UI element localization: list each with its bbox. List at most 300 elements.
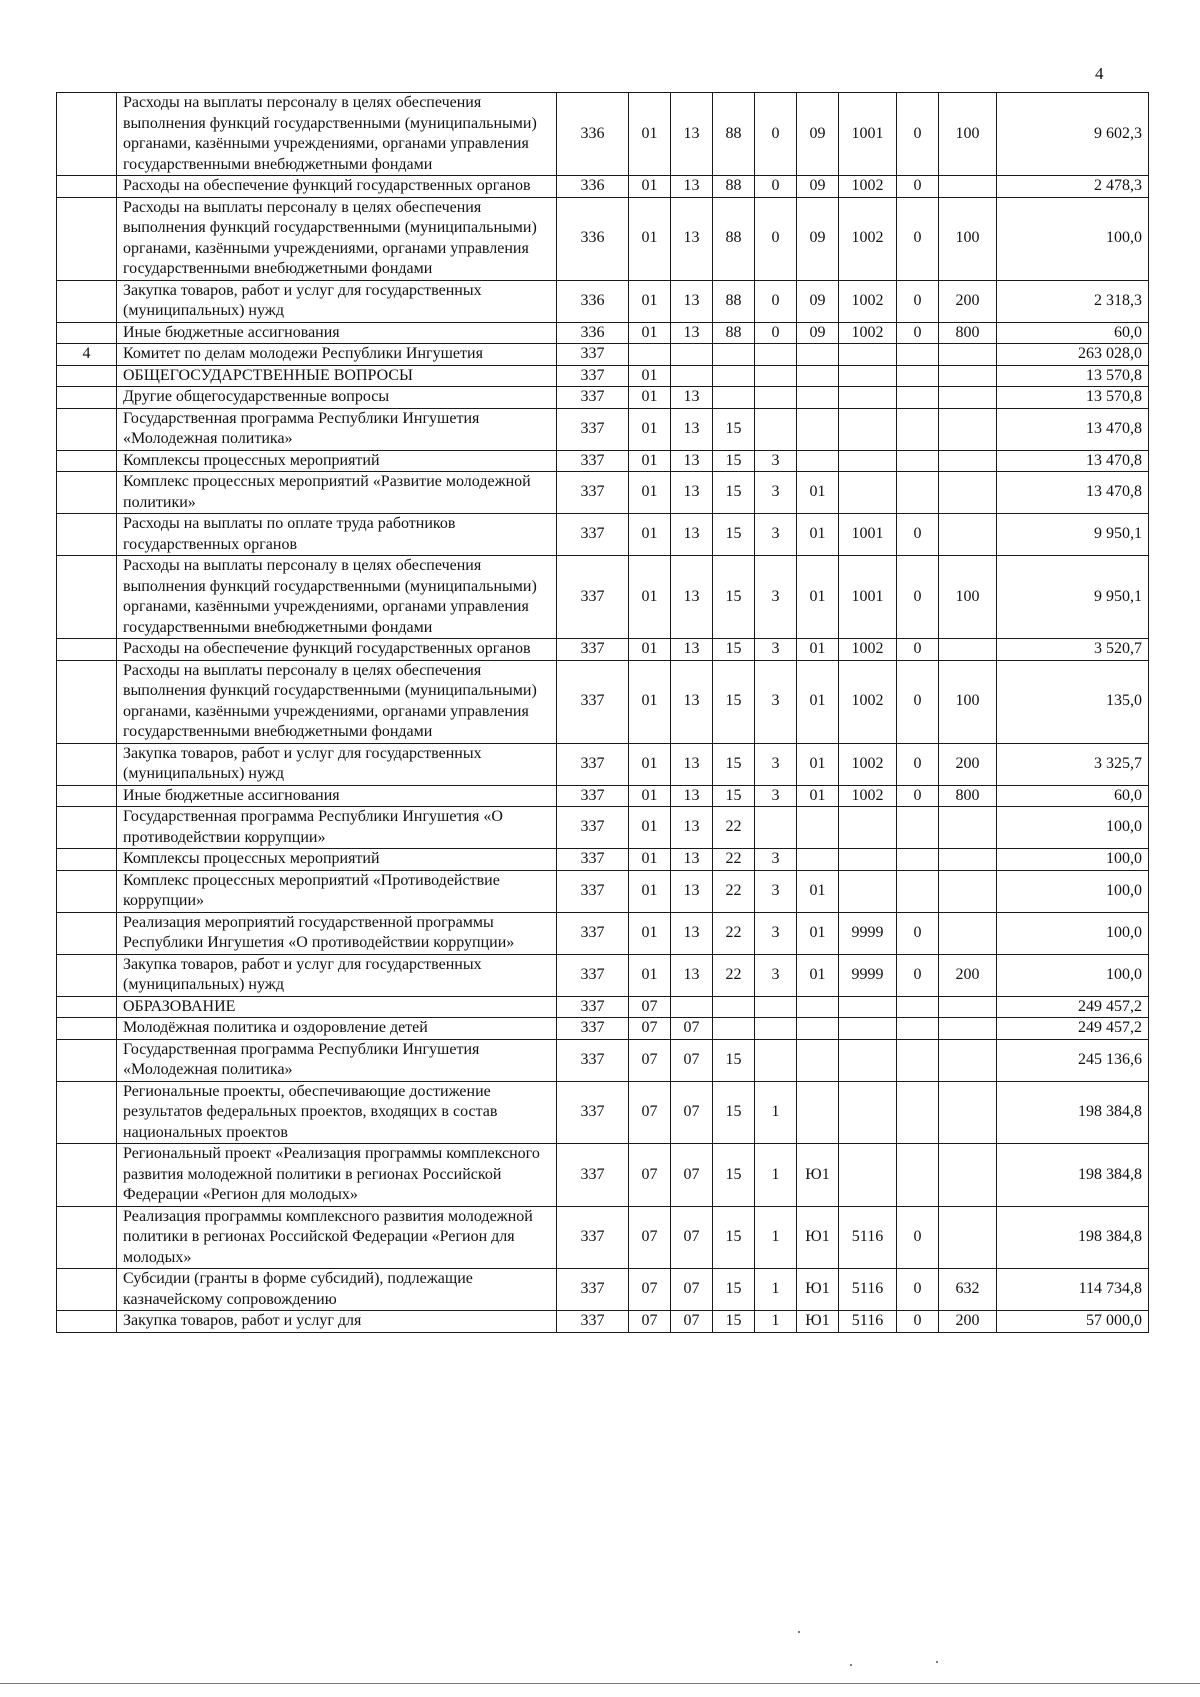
program-cell: 88 (713, 322, 755, 344)
table-row (57, 870, 1149, 912)
table-row (57, 912, 1149, 954)
amount-cell: 100,0 (997, 807, 1149, 849)
subprogram-type-cell (755, 807, 797, 849)
subdirection-cell: 0 (897, 93, 939, 176)
amount-cell: 9 602,3 (997, 93, 1149, 176)
row-number-cell (57, 556, 117, 639)
direction-cell: 9999 (839, 912, 897, 954)
subprogram-type-cell: 1 (755, 1311, 797, 1333)
subdirection-cell (897, 996, 939, 1018)
program-cell: 22 (713, 807, 755, 849)
subprogram-type-cell: 1 (755, 1144, 797, 1207)
admin-code-cell: 337 (557, 639, 629, 661)
event-cell: 01 (797, 954, 839, 996)
direction-cell (839, 1039, 897, 1081)
amount-cell: 263 028,0 (997, 344, 1149, 366)
direction-cell: 1002 (839, 197, 897, 280)
event-cell (797, 1039, 839, 1081)
program-cell: 15 (713, 1311, 755, 1333)
subprogram-type-cell: 3 (755, 870, 797, 912)
section-cell: 01 (629, 365, 671, 387)
amount-cell: 9 950,1 (997, 556, 1149, 639)
subsection-cell: 13 (671, 450, 713, 472)
subdirection-cell (897, 387, 939, 409)
description-cell: Другие общегосударственные вопросы (117, 387, 557, 409)
event-cell: 01 (797, 660, 839, 743)
direction-cell (839, 365, 897, 387)
expense-type-cell (939, 912, 997, 954)
section-cell: 07 (629, 1269, 671, 1311)
subsection-cell (671, 996, 713, 1018)
program-cell: 15 (713, 1269, 755, 1311)
admin-code-cell: 337 (557, 1311, 629, 1333)
table-row (57, 1018, 1149, 1040)
section-cell: 01 (629, 322, 671, 344)
section-cell: 07 (629, 1144, 671, 1207)
amount-cell: 135,0 (997, 660, 1149, 743)
admin-code-cell: 337 (557, 743, 629, 785)
subsection-cell: 13 (671, 472, 713, 514)
subdirection-cell (897, 1039, 939, 1081)
subprogram-type-cell: 3 (755, 660, 797, 743)
table-row (57, 1039, 1149, 1081)
direction-cell (839, 996, 897, 1018)
row-number-cell (57, 387, 117, 409)
description-cell: Реализация мероприятий государственной программы Республики Ингушетия «О противодействии коррупции» (117, 912, 557, 954)
section-cell: 01 (629, 954, 671, 996)
admin-code-cell: 337 (557, 660, 629, 743)
amount-cell: 13 470,8 (997, 408, 1149, 450)
direction-cell: 1002 (839, 660, 897, 743)
description-cell: ОБРАЗОВАНИЕ (117, 996, 557, 1018)
subsection-cell: 07 (671, 1269, 713, 1311)
description-cell: Расходы на обеспечение функций государственных органов (117, 639, 557, 661)
event-cell: 09 (797, 93, 839, 176)
subdirection-cell: 0 (897, 176, 939, 198)
subprogram-type-cell: 3 (755, 743, 797, 785)
table-row (57, 1144, 1149, 1207)
row-number-cell (57, 472, 117, 514)
subsection-cell: 13 (671, 93, 713, 176)
event-cell (797, 1081, 839, 1144)
subdirection-cell: 0 (897, 743, 939, 785)
subprogram-type-cell: 0 (755, 93, 797, 176)
subprogram-type-cell: 3 (755, 514, 797, 556)
subprogram-type-cell: 3 (755, 450, 797, 472)
table-row (57, 996, 1149, 1018)
admin-code-cell: 337 (557, 870, 629, 912)
table-row (57, 93, 1149, 176)
program-cell: 88 (713, 197, 755, 280)
subprogram-type-cell: 3 (755, 556, 797, 639)
event-cell: 01 (797, 912, 839, 954)
amount-cell: 13 570,8 (997, 387, 1149, 409)
program-cell (713, 344, 755, 366)
scan-speck (850, 1664, 852, 1666)
subdirection-cell: 0 (897, 556, 939, 639)
expense-type-cell (939, 365, 997, 387)
admin-code-cell: 337 (557, 1206, 629, 1269)
row-number-cell (57, 849, 117, 871)
direction-cell (839, 870, 897, 912)
section-cell: 01 (629, 387, 671, 409)
amount-cell: 198 384,8 (997, 1206, 1149, 1269)
table-row (57, 1081, 1149, 1144)
description-cell: Иные бюджетные ассигнования (117, 322, 557, 344)
row-number-cell (57, 514, 117, 556)
program-cell: 22 (713, 849, 755, 871)
subprogram-type-cell: 3 (755, 849, 797, 871)
subdirection-cell (897, 870, 939, 912)
section-cell: 01 (629, 197, 671, 280)
event-cell: 01 (797, 514, 839, 556)
description-cell: Государственная программа Республики Ингушетия «О противодействии коррупции» (117, 807, 557, 849)
description-cell: Расходы на выплаты персоналу в целях обеспечения выполнения функций государственными (муниципальными) органами, казёнными учреждениями, органами управления государственными внебюджетными фондами (117, 556, 557, 639)
subprogram-type-cell: 3 (755, 639, 797, 661)
amount-cell: 60,0 (997, 322, 1149, 344)
description-cell: Молодёжная политика и оздоровление детей (117, 1018, 557, 1040)
expense-type-cell (939, 849, 997, 871)
direction-cell: 1002 (839, 322, 897, 344)
table-row (57, 660, 1149, 743)
subdirection-cell: 0 (897, 660, 939, 743)
subsection-cell: 07 (671, 1144, 713, 1207)
expense-type-cell (939, 1144, 997, 1207)
amount-cell: 13 470,8 (997, 472, 1149, 514)
subdirection-cell: 0 (897, 280, 939, 322)
direction-cell (839, 387, 897, 409)
subprogram-type-cell: 3 (755, 954, 797, 996)
subprogram-type-cell: 3 (755, 785, 797, 807)
expense-type-cell (939, 387, 997, 409)
direction-cell: 5116 (839, 1269, 897, 1311)
row-number-cell (57, 1081, 117, 1144)
subsection-cell: 13 (671, 197, 713, 280)
program-cell: 15 (713, 514, 755, 556)
admin-code-cell: 337 (557, 954, 629, 996)
subprogram-type-cell (755, 1018, 797, 1040)
row-number-cell (57, 996, 117, 1018)
direction-cell (839, 1018, 897, 1040)
subprogram-type-cell: 1 (755, 1269, 797, 1311)
program-cell: 15 (713, 1206, 755, 1269)
event-cell: Ю1 (797, 1206, 839, 1269)
table-row (57, 514, 1149, 556)
direction-cell: 9999 (839, 954, 897, 996)
admin-code-cell: 337 (557, 849, 629, 871)
program-cell: 15 (713, 639, 755, 661)
expense-type-cell (939, 870, 997, 912)
event-cell: 01 (797, 639, 839, 661)
event-cell (797, 996, 839, 1018)
description-cell: ОБЩЕГОСУДАРСТВЕННЫЕ ВОПРОСЫ (117, 365, 557, 387)
program-cell: 15 (713, 1144, 755, 1207)
subdirection-cell (897, 1144, 939, 1207)
budget-table (56, 92, 1149, 1333)
admin-code-cell: 337 (557, 514, 629, 556)
subprogram-type-cell: 3 (755, 472, 797, 514)
amount-cell: 3 520,7 (997, 639, 1149, 661)
event-cell: 01 (797, 743, 839, 785)
row-number-cell (57, 408, 117, 450)
direction-cell (839, 807, 897, 849)
amount-cell: 2 318,3 (997, 280, 1149, 322)
subsection-cell: 13 (671, 660, 713, 743)
subsection-cell: 13 (671, 514, 713, 556)
table-row (57, 954, 1149, 996)
event-cell: 01 (797, 870, 839, 912)
program-cell: 15 (713, 1039, 755, 1081)
amount-cell: 100,0 (997, 197, 1149, 280)
table-row (57, 743, 1149, 785)
program-cell: 15 (713, 743, 755, 785)
subdirection-cell (897, 807, 939, 849)
description-cell: Государственная программа Республики Ингушетия «Молодежная политика» (117, 1039, 557, 1081)
description-cell: Реализация программы комплексного развития молодежной политики в регионах Российской Федерации «Регион для молодых» (117, 1206, 557, 1269)
admin-code-cell: 337 (557, 450, 629, 472)
admin-code-cell: 336 (557, 93, 629, 176)
description-cell: Иные бюджетные ассигнования (117, 785, 557, 807)
event-cell: 01 (797, 556, 839, 639)
row-number-cell (57, 176, 117, 198)
row-number-cell (57, 1018, 117, 1040)
event-cell (797, 807, 839, 849)
event-cell (797, 408, 839, 450)
subdirection-cell (897, 472, 939, 514)
subdirection-cell: 0 (897, 322, 939, 344)
page-bottom-edge (0, 1683, 1200, 1684)
direction-cell: 5116 (839, 1311, 897, 1333)
admin-code-cell: 336 (557, 197, 629, 280)
description-cell: Расходы на выплаты персоналу в целях обеспечения выполнения функций государственными (муниципальными) органами, казёнными учреждениями, органами управления государственными внебюджетными фондами (117, 93, 557, 176)
admin-code-cell: 337 (557, 408, 629, 450)
row-number-cell (57, 660, 117, 743)
section-cell: 01 (629, 556, 671, 639)
table-row (57, 176, 1149, 198)
table-row (57, 450, 1149, 472)
amount-cell: 245 136,6 (997, 1039, 1149, 1081)
amount-cell: 249 457,2 (997, 1018, 1149, 1040)
table-row (57, 639, 1149, 661)
subsection-cell: 13 (671, 280, 713, 322)
admin-code-cell: 336 (557, 176, 629, 198)
amount-cell: 198 384,8 (997, 1144, 1149, 1207)
table-row (57, 1206, 1149, 1269)
description-cell: Расходы на выплаты персоналу в целях обеспечения выполнения функций государственными (муниципальными) органами, казёнными учреждениями, органами управления государственными внебюджетными фондами (117, 660, 557, 743)
description-cell: Расходы на выплаты персоналу в целях обеспечения выполнения функций государственными (муниципальными) органами, казёнными учреждениями, органами управления государственными внебюджетными фондами (117, 197, 557, 280)
subprogram-type-cell (755, 387, 797, 409)
direction-cell (839, 849, 897, 871)
direction-cell (839, 450, 897, 472)
section-cell: 07 (629, 1206, 671, 1269)
subdirection-cell: 0 (897, 1311, 939, 1333)
direction-cell: 1001 (839, 93, 897, 176)
row-number-cell (57, 280, 117, 322)
admin-code-cell: 337 (557, 1018, 629, 1040)
table-row (57, 807, 1149, 849)
amount-cell: 3 325,7 (997, 743, 1149, 785)
description-cell: Комитет по делам молодежи Республики Ингушетия (117, 344, 557, 366)
subdirection-cell: 0 (897, 639, 939, 661)
admin-code-cell: 337 (557, 344, 629, 366)
subsection-cell: 13 (671, 785, 713, 807)
admin-code-cell: 337 (557, 1144, 629, 1207)
admin-code-cell: 337 (557, 912, 629, 954)
section-cell: 01 (629, 807, 671, 849)
subdirection-cell (897, 408, 939, 450)
row-number-cell: 4 (57, 344, 117, 366)
section-cell: 07 (629, 1018, 671, 1040)
program-cell: 22 (713, 912, 755, 954)
program-cell: 15 (713, 785, 755, 807)
admin-code-cell: 337 (557, 556, 629, 639)
subsection-cell: 13 (671, 912, 713, 954)
event-cell (797, 365, 839, 387)
section-cell: 07 (629, 1039, 671, 1081)
amount-cell: 100,0 (997, 912, 1149, 954)
row-number-cell (57, 197, 117, 280)
subsection-cell: 13 (671, 322, 713, 344)
row-number-cell (57, 93, 117, 176)
expense-type-cell: 800 (939, 322, 997, 344)
subprogram-type-cell (755, 996, 797, 1018)
admin-code-cell: 337 (557, 387, 629, 409)
event-cell: 09 (797, 197, 839, 280)
subdirection-cell: 0 (897, 1269, 939, 1311)
subprogram-type-cell (755, 1039, 797, 1081)
program-cell: 15 (713, 1081, 755, 1144)
subprogram-type-cell: 0 (755, 322, 797, 344)
subsection-cell: 13 (671, 556, 713, 639)
row-number-cell (57, 785, 117, 807)
amount-cell: 60,0 (997, 785, 1149, 807)
amount-cell: 198 384,8 (997, 1081, 1149, 1144)
section-cell: 07 (629, 996, 671, 1018)
section-cell: 01 (629, 870, 671, 912)
program-cell: 22 (713, 954, 755, 996)
row-number-cell (57, 450, 117, 472)
description-cell: Закупка товаров, работ и услуг для государственных (муниципальных) нужд (117, 954, 557, 996)
table-row (57, 849, 1149, 871)
direction-cell (839, 1144, 897, 1207)
expense-type-cell: 200 (939, 1311, 997, 1333)
amount-cell: 100,0 (997, 849, 1149, 871)
subdirection-cell (897, 1018, 939, 1040)
table-row (57, 197, 1149, 280)
subsection-cell: 13 (671, 639, 713, 661)
subsection-cell: 07 (671, 1311, 713, 1333)
subprogram-type-cell: 3 (755, 912, 797, 954)
table-row (57, 472, 1149, 514)
row-number-cell (57, 743, 117, 785)
event-cell: 09 (797, 176, 839, 198)
subsection-cell: 13 (671, 387, 713, 409)
page-number: 4 (1095, 64, 1104, 83)
expense-type-cell (939, 408, 997, 450)
table-row (57, 280, 1149, 322)
expense-type-cell: 100 (939, 660, 997, 743)
subsection-cell: 07 (671, 1081, 713, 1144)
description-cell: Комплекс процессных мероприятий «Развитие молодежной политики» (117, 472, 557, 514)
event-cell (797, 387, 839, 409)
amount-cell: 13 570,8 (997, 365, 1149, 387)
budget-table-body (57, 93, 1149, 1333)
admin-code-cell: 337 (557, 785, 629, 807)
program-cell (713, 996, 755, 1018)
row-number-cell (57, 870, 117, 912)
amount-cell: 114 734,8 (997, 1269, 1149, 1311)
direction-cell (839, 344, 897, 366)
program-cell: 15 (713, 408, 755, 450)
subdirection-cell (897, 365, 939, 387)
amount-cell: 13 470,8 (997, 450, 1149, 472)
row-number-cell (57, 1039, 117, 1081)
event-cell: 01 (797, 472, 839, 514)
expense-type-cell: 100 (939, 197, 997, 280)
amount-cell: 9 950,1 (997, 514, 1149, 556)
table-row (57, 322, 1149, 344)
expense-type-cell: 200 (939, 743, 997, 785)
table-row (57, 785, 1149, 807)
amount-cell: 100,0 (997, 870, 1149, 912)
description-cell: Комплексы процессных мероприятий (117, 849, 557, 871)
admin-code-cell: 337 (557, 996, 629, 1018)
direction-cell: 1002 (839, 639, 897, 661)
program-cell: 88 (713, 176, 755, 198)
section-cell: 01 (629, 743, 671, 785)
description-cell: Закупка товаров, работ и услуг для (117, 1311, 557, 1333)
subdirection-cell: 0 (897, 197, 939, 280)
subdirection-cell: 0 (897, 912, 939, 954)
section-cell: 01 (629, 849, 671, 871)
row-number-cell (57, 322, 117, 344)
scan-speck (936, 1661, 938, 1663)
program-cell: 22 (713, 870, 755, 912)
subprogram-type-cell: 1 (755, 1206, 797, 1269)
description-cell: Расходы на выплаты по оплате труда работников государственных органов (117, 514, 557, 556)
direction-cell (839, 408, 897, 450)
row-number-cell (57, 1269, 117, 1311)
expense-type-cell (939, 1206, 997, 1269)
section-cell: 01 (629, 912, 671, 954)
subsection-cell: 13 (671, 743, 713, 785)
event-cell: 09 (797, 280, 839, 322)
admin-code-cell: 336 (557, 322, 629, 344)
event-cell (797, 450, 839, 472)
table-row (57, 344, 1149, 366)
section-cell: 07 (629, 1081, 671, 1144)
section-cell: 01 (629, 280, 671, 322)
expense-type-cell: 200 (939, 280, 997, 322)
subprogram-type-cell: 0 (755, 280, 797, 322)
row-number-cell (57, 639, 117, 661)
amount-cell: 57 000,0 (997, 1311, 1149, 1333)
admin-code-cell: 337 (557, 1081, 629, 1144)
expense-type-cell (939, 807, 997, 849)
expense-type-cell: 100 (939, 93, 997, 176)
subsection-cell: 07 (671, 1206, 713, 1269)
section-cell: 01 (629, 176, 671, 198)
expense-type-cell: 100 (939, 556, 997, 639)
expense-type-cell (939, 344, 997, 366)
subsection-cell (671, 365, 713, 387)
subdirection-cell (897, 849, 939, 871)
subprogram-type-cell (755, 408, 797, 450)
event-cell: Ю1 (797, 1269, 839, 1311)
section-cell: 01 (629, 639, 671, 661)
table-row (57, 408, 1149, 450)
section-cell: 01 (629, 450, 671, 472)
